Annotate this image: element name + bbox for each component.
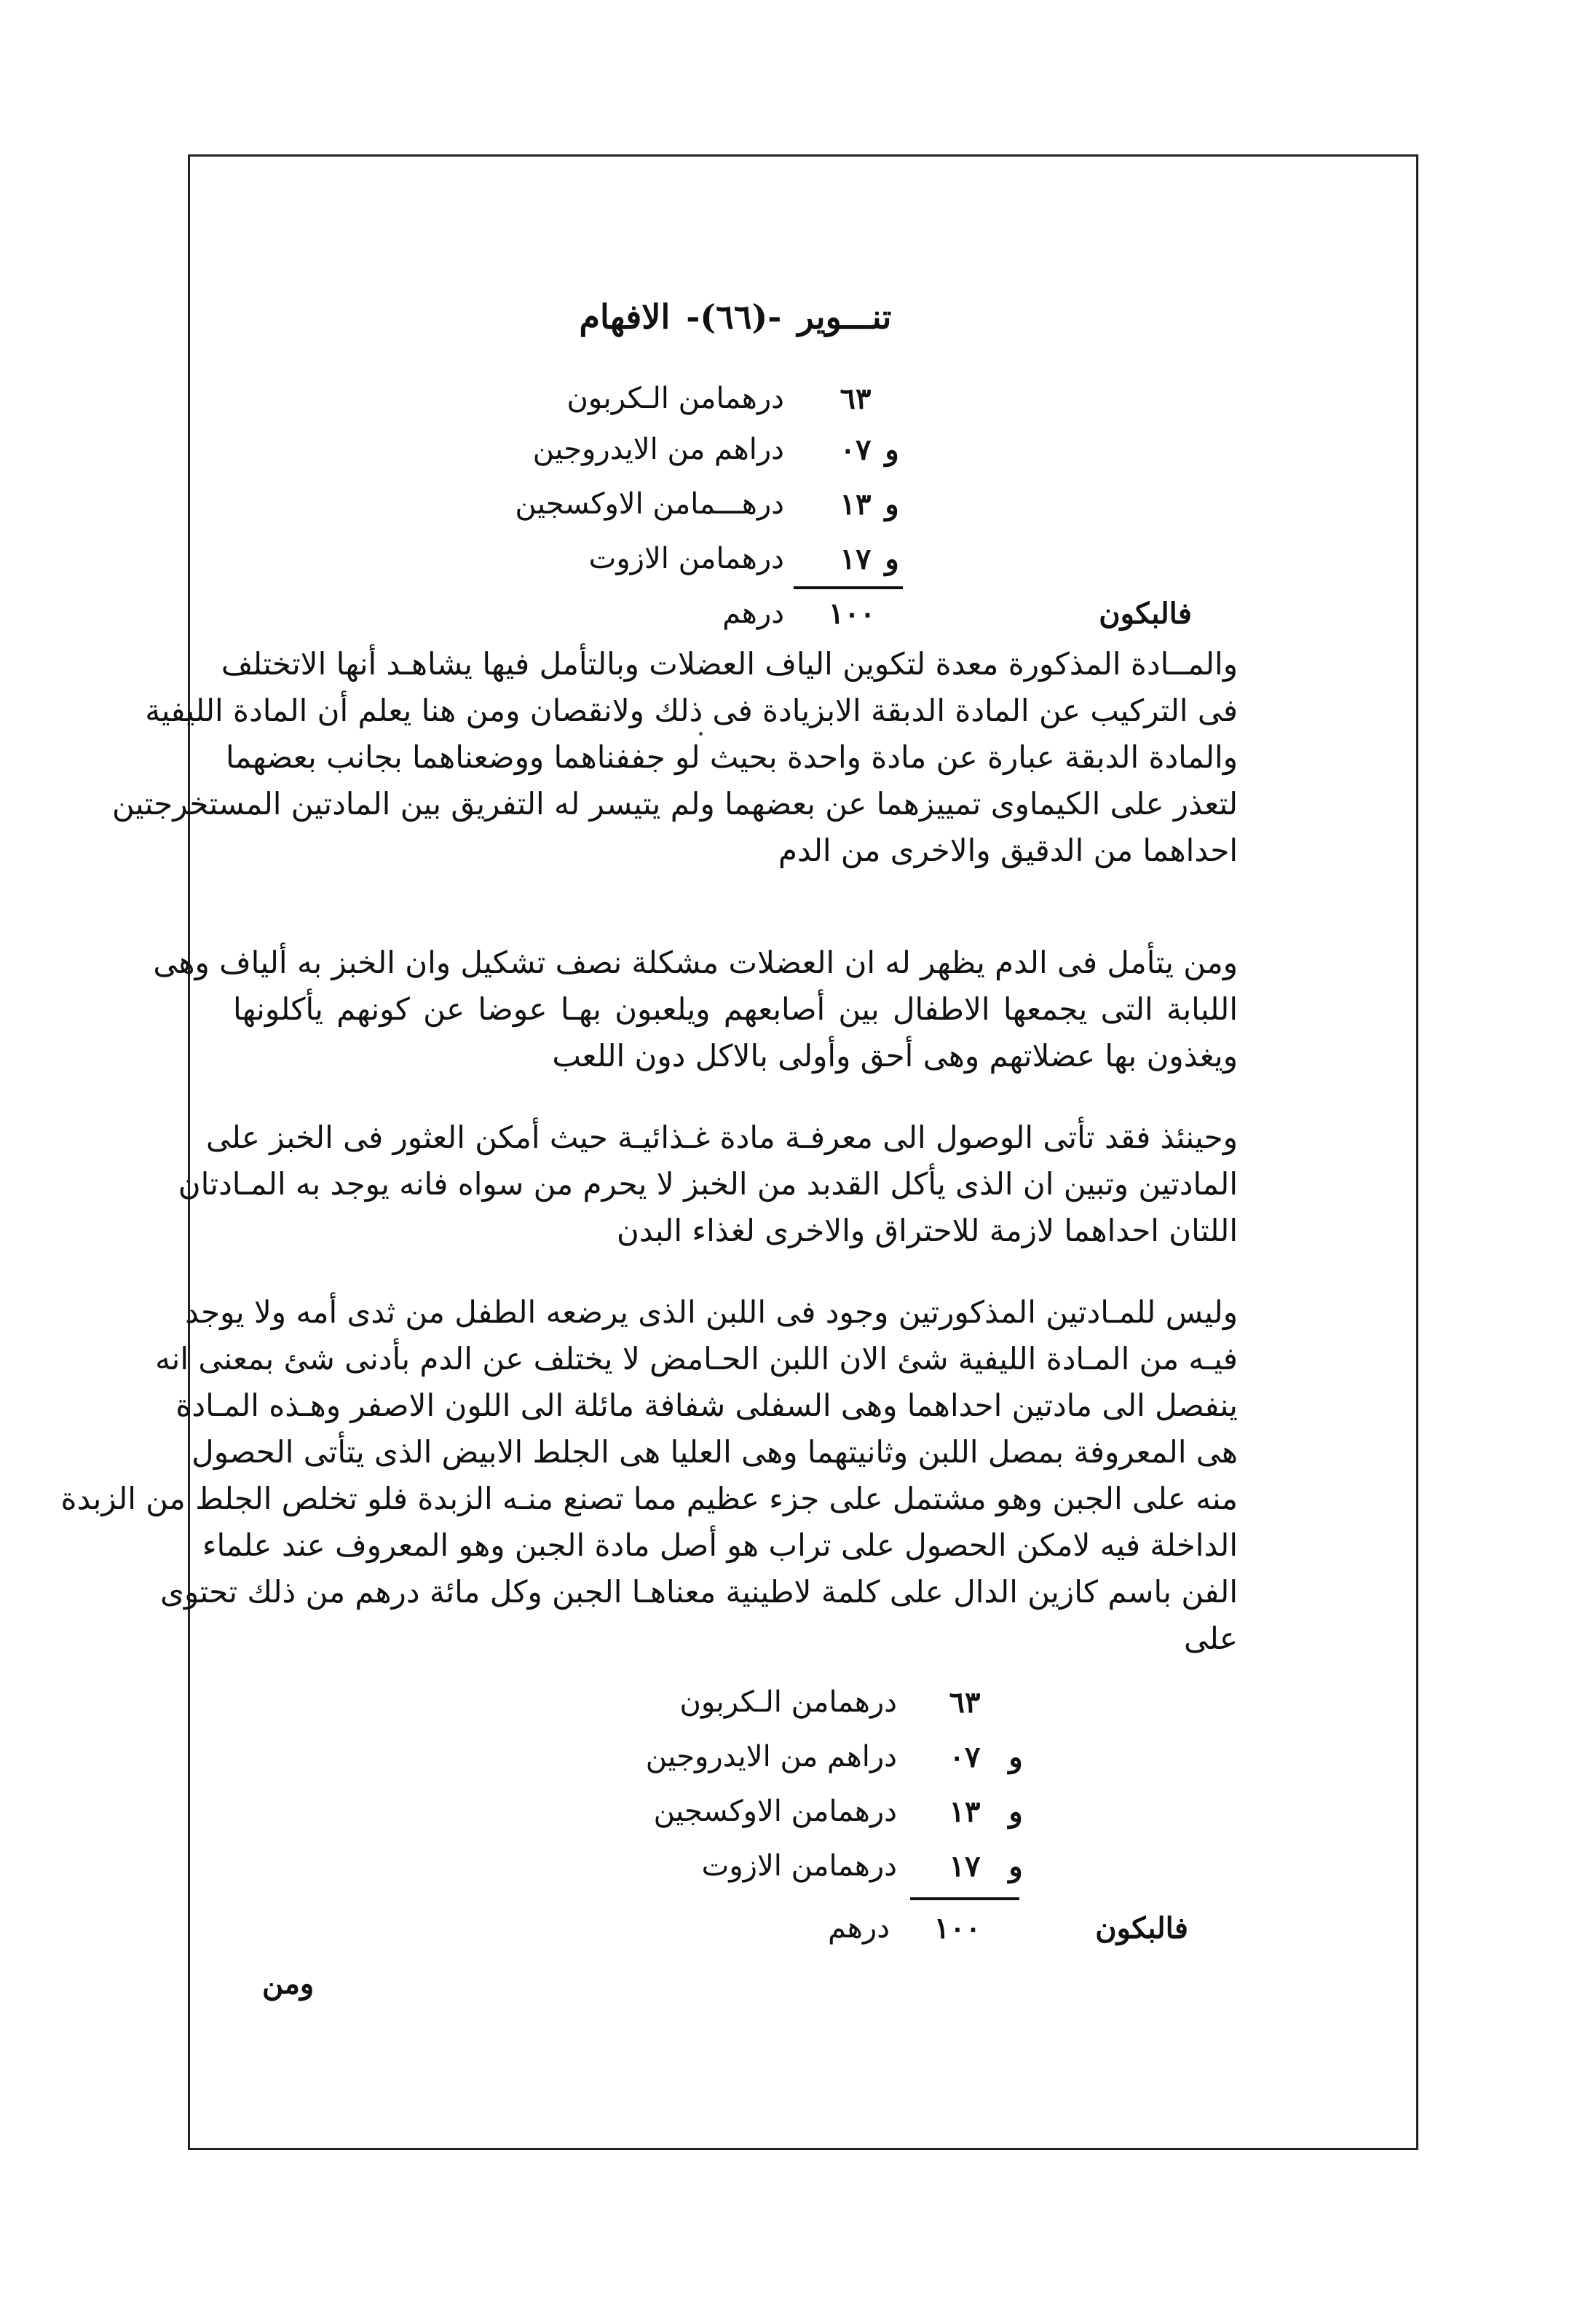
text-line: وليس للمـادتين المذكورتين وجود فى اللبن الذى يرضعه الطفل من ثدى أمه ولا يوجد: [185, 1294, 1238, 1330]
text-line: لتعذر على الكيماوى تمييزهما عن بعضهما ولم يتيسر له التفريق بين المادتين المستخرجتين: [111, 786, 1238, 822]
formula-quantity: ٦٣: [840, 381, 872, 416]
sum-rule: [910, 1897, 1019, 1900]
formula-row: [0, 1788, 1596, 1835]
formula-element: درهـــمامن الاوكسجين: [515, 487, 784, 521]
paragraph: [153, 940, 1238, 1079]
text-line: احداهما من الدقيق والاخرى من الدم: [778, 832, 1238, 868]
formula-conjunction: و: [1008, 1794, 1023, 1829]
formula-conjunction: و: [1008, 1848, 1023, 1883]
text-line: وحينئذ فقد تأتى الوصول الى معرفـة مادة غـذائيـة حيث أمكن العثور فى الخبز على: [205, 1119, 1238, 1155]
formula-quantity: ١٧: [840, 541, 872, 576]
text-line: والمــادة المذكورة معدة لتكوين الياف العضلات وبالتأمل فيها يشاهـد أنها الاتختلف: [221, 646, 1238, 682]
formula-element: درهمامن الـكربون: [566, 382, 784, 415]
formula-row: [0, 481, 1596, 527]
formula-element: درهمامن الازوت: [588, 542, 784, 575]
formula-quantity: ١٣: [840, 487, 872, 521]
formula-conjunction: و: [885, 541, 899, 576]
page-number: -(٦٦)-: [686, 297, 782, 336]
formula-total-value: ١٠٠: [828, 596, 876, 631]
text-line: الداخلة فيه لامكن الحصول على تراب هو أصل مادة الجبن وهو المعروف عند علماء: [202, 1527, 1238, 1563]
text-line: على: [1184, 1621, 1238, 1656]
text-line: فى التركيب عن المادة الدبقة الابزيادة فى ذلك ولانقصان ومن هنا يعلم أن المادة الليفية: [145, 693, 1238, 728]
formula-conjunction: و: [1008, 1739, 1023, 1774]
text-line: هى المعروفة بمصل اللبن وثانيتهما وهى العليا هى الجلط الابيض الذى يتأتى الحصول: [191, 1434, 1238, 1470]
text-line: اللبابة التى يجمعها الاطفال بين أصابعهم ويلعبون بهـا عوضا عن كونهم يأكلونها: [233, 991, 1238, 1027]
running-title-book: الافهام: [579, 297, 671, 336]
formula-total-label: فالبكون: [1099, 596, 1192, 631]
formula-row: [0, 1733, 1596, 1780]
formula-quantity: ١٧: [949, 1848, 981, 1883]
formula-element: دراهم من الايدروجين: [532, 433, 784, 466]
formula-conjunction: و: [885, 487, 899, 521]
formula-total-row: [0, 590, 1596, 637]
formula-total-label: فالبكون: [1095, 1910, 1188, 1945]
formula-total-row: [0, 1905, 1596, 1951]
formula-element: دراهم من الايدروجين: [645, 1740, 897, 1773]
formula-total-unit: درهم: [722, 597, 784, 630]
formula-quantity: ٦٣: [949, 1685, 981, 1720]
formula-total-value: ١٠٠: [933, 1910, 981, 1945]
text-line: والمادة الدبقة عبارة عن مادة واحدة بحيث لو جففناهما ووضعناهما بجانب بعضهما: [225, 739, 1238, 775]
text-line: فيـه من المـادة الليفية شئ الان اللبن الحـامض لا يختلف عن الدم بأدنى شئ بمعنى انه: [155, 1341, 1238, 1377]
page-header: [510, 291, 961, 342]
catchword: ومن: [262, 1966, 315, 2001]
text-line: ينفصل الى مادتين احداهما وهى السفلى شفافة مائلة الى اللون الاصفر وهـذه المـادة: [175, 1387, 1238, 1423]
formula-quantity: ١٣: [949, 1794, 981, 1829]
text-line: منه على الجبن وهو مشتمل على جزء عظيم مما تصنع منـه الزبدة فلو تخلص الجلط من الزبدة: [60, 1481, 1238, 1516]
formula-quantity: ٠٧: [840, 432, 872, 467]
formula-element: درهمامن الازوت: [701, 1849, 897, 1883]
paragraph: [60, 1289, 1238, 1662]
text-line: ومن يتأمل فى الدم يظهر له ان العضلات مشكلة نصف تشكيل وان الخبز به ألياف وهى: [153, 945, 1238, 980]
formula-total-unit: درهم: [828, 1911, 890, 1945]
formula-row: [0, 426, 1596, 473]
ink-speck: [699, 732, 703, 736]
formula-element: درهمامن الاوكسجين: [653, 1795, 897, 1828]
formula-row: [0, 375, 1596, 422]
sum-rule: [794, 586, 903, 589]
text-line: الفن باسم كازين الدال على كلمة لاطينية معناهـا الجبن وكل مائة درهم من ذلك تحتوى: [159, 1574, 1238, 1610]
paragraph: [111, 641, 1238, 874]
text-line: اللتان احداهما لازمة للاحتراق والاخرى لغذاء البدن: [616, 1213, 1238, 1248]
formula-row: [0, 1843, 1596, 1889]
formula-row: [0, 1679, 1596, 1725]
formula-quantity: ٠٧: [949, 1739, 981, 1774]
formula-row: [0, 535, 1596, 582]
formula-conjunction: و: [885, 432, 899, 467]
text-line: المادتين وتبين ان الذى يأكل القدبد من الخبز لا يحرم من سواه فانه يوجد به المـادتان: [178, 1166, 1238, 1202]
running-title: تنـــوير: [797, 297, 892, 336]
text-line: ويغذون بها عضلاتهم وهى أحق وأولى بالاكل دون اللعب: [552, 1038, 1238, 1074]
formula-element: درهمامن الـكربون: [679, 1685, 897, 1719]
paragraph: [178, 1114, 1238, 1254]
